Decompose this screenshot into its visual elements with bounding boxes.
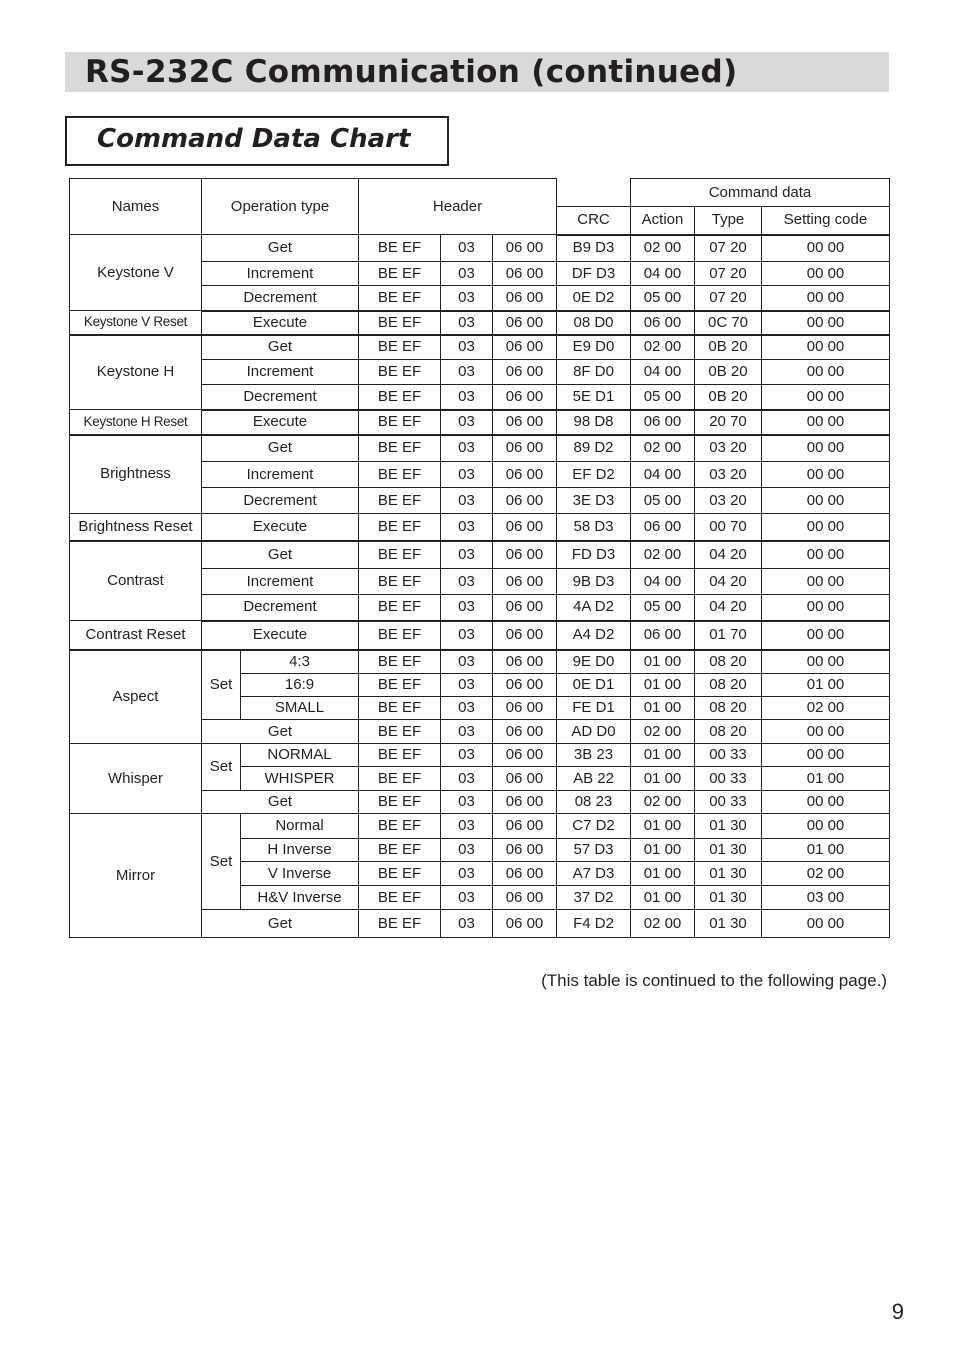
header-byte-cell: 03 (441, 744, 493, 767)
setting-code-cell: 00 00 (762, 311, 890, 335)
header-byte-cell: 03 (441, 311, 493, 335)
type-cell: 07 20 (695, 235, 762, 262)
header-byte-cell: 03 (441, 385, 493, 410)
header-byte-cell: 03 (441, 862, 493, 886)
operation-cell: Decrement (202, 595, 359, 621)
crc-cell: 5E D1 (557, 385, 631, 410)
type-cell: 03 20 (695, 462, 762, 488)
header-byte-cell: 06 00 (493, 541, 557, 569)
header-byte-cell: BE EF (359, 674, 441, 697)
setting-code-cell: 00 00 (762, 910, 890, 938)
operation-cell: Get (202, 435, 359, 462)
header-byte-cell: BE EF (359, 650, 441, 674)
header-byte-cell: 06 00 (493, 286, 557, 311)
operation-cell: NORMAL (241, 744, 359, 767)
operation-cell: Get (202, 235, 359, 262)
type-cell: 04 20 (695, 569, 762, 595)
setting-code-cell: 00 00 (762, 262, 890, 286)
action-cell: 02 00 (631, 910, 695, 938)
crc-cell: 0E D1 (557, 674, 631, 697)
crc-cell: AD D0 (557, 720, 631, 744)
header-byte-cell: 03 (441, 488, 493, 514)
setting-code-cell: 00 00 (762, 595, 890, 621)
header-byte-cell: 06 00 (493, 514, 557, 541)
header-byte-cell: BE EF (359, 235, 441, 262)
type-cell: 01 30 (695, 839, 762, 862)
header-byte-cell: 03 (441, 262, 493, 286)
header-byte-cell: 06 00 (493, 697, 557, 720)
action-cell: 02 00 (631, 335, 695, 360)
setting-code-cell: 00 00 (762, 720, 890, 744)
crc-cell: 89 D2 (557, 435, 631, 462)
crc-cell: B9 D3 (557, 235, 631, 262)
header-byte-cell: BE EF (359, 886, 441, 910)
set-label-cell: Set (202, 650, 241, 720)
type-cell: 04 20 (695, 541, 762, 569)
crc-cell: 3E D3 (557, 488, 631, 514)
page-number: 9 (891, 1299, 904, 1324)
header-crc: CRC (557, 207, 631, 235)
command-name-cell: Keystone V Reset (70, 311, 202, 335)
operation-cell: Decrement (202, 385, 359, 410)
type-cell: 07 20 (695, 286, 762, 311)
action-cell: 01 00 (631, 697, 695, 720)
crc-cell: C7 D2 (557, 814, 631, 839)
type-cell: 00 70 (695, 514, 762, 541)
header-operation-type: Operation type (202, 179, 359, 235)
header-byte-cell: 06 00 (493, 311, 557, 335)
type-cell: 08 20 (695, 697, 762, 720)
type-cell: 00 33 (695, 744, 762, 767)
header-byte-cell: 06 00 (493, 462, 557, 488)
command-data-table (69, 178, 890, 938)
operation-cell: Increment (202, 262, 359, 286)
header-byte-cell: 03 (441, 814, 493, 839)
type-cell: 01 70 (695, 621, 762, 650)
type-cell: 08 20 (695, 720, 762, 744)
header-type: Type (695, 207, 762, 235)
header-byte-cell: BE EF (359, 862, 441, 886)
header-byte-cell: 03 (441, 514, 493, 541)
header-byte-cell: BE EF (359, 839, 441, 862)
crc-cell: EF D2 (557, 462, 631, 488)
header-byte-cell: 03 (441, 886, 493, 910)
crc-cell: FE D1 (557, 697, 631, 720)
table-row (70, 621, 890, 650)
type-cell: 0B 20 (695, 335, 762, 360)
header-byte-cell: BE EF (359, 385, 441, 410)
operation-cell: Normal (241, 814, 359, 839)
setting-code-cell: 02 00 (762, 697, 890, 720)
header-byte-cell: BE EF (359, 744, 441, 767)
header-byte-cell: 06 00 (493, 814, 557, 839)
setting-code-cell: 00 00 (762, 235, 890, 262)
operation-cell: Decrement (202, 286, 359, 311)
action-cell: 05 00 (631, 286, 695, 311)
action-cell: 06 00 (631, 514, 695, 541)
action-cell: 02 00 (631, 791, 695, 814)
page-title: RS-232C Communication (continued) (85, 54, 738, 90)
command-name-cell: Keystone V (70, 235, 202, 311)
setting-code-cell: 00 00 (762, 814, 890, 839)
setting-code-cell: 00 00 (762, 435, 890, 462)
action-cell: 04 00 (631, 569, 695, 595)
header-byte-cell: BE EF (359, 814, 441, 839)
header-byte-cell: 06 00 (493, 767, 557, 791)
crc-cell: 98 D8 (557, 410, 631, 435)
operation-cell: SMALL (241, 697, 359, 720)
header-byte-cell: 06 00 (493, 262, 557, 286)
type-cell: 0B 20 (695, 385, 762, 410)
action-cell: 01 00 (631, 814, 695, 839)
header-byte-cell: 03 (441, 674, 493, 697)
action-cell: 02 00 (631, 720, 695, 744)
setting-code-cell: 00 00 (762, 360, 890, 385)
header-byte-cell: BE EF (359, 488, 441, 514)
setting-code-cell: 01 00 (762, 674, 890, 697)
action-cell: 05 00 (631, 595, 695, 621)
header-byte-cell: 06 00 (493, 839, 557, 862)
type-cell: 01 30 (695, 862, 762, 886)
type-cell: 04 20 (695, 595, 762, 621)
header-names: Names (70, 179, 202, 235)
type-cell: 01 30 (695, 886, 762, 910)
operation-cell: Execute (202, 621, 359, 650)
setting-code-cell: 00 00 (762, 335, 890, 360)
table-row (70, 311, 890, 335)
header-action: Action (631, 207, 695, 235)
operation-cell: Get (202, 720, 359, 744)
header-byte-cell: BE EF (359, 311, 441, 335)
crc-cell: 4A D2 (557, 595, 631, 621)
crc-cell: 58 D3 (557, 514, 631, 541)
header-byte-cell: BE EF (359, 569, 441, 595)
header-byte-cell: BE EF (359, 410, 441, 435)
header-byte-cell: BE EF (359, 621, 441, 650)
header-byte-cell: BE EF (359, 791, 441, 814)
header-byte-cell: 06 00 (493, 595, 557, 621)
header-byte-cell: 06 00 (493, 791, 557, 814)
action-cell: 01 00 (631, 767, 695, 791)
table-row (70, 744, 890, 767)
action-cell: 01 00 (631, 839, 695, 862)
setting-code-cell: 00 00 (762, 541, 890, 569)
header-byte-cell: BE EF (359, 360, 441, 385)
table-row (70, 650, 890, 674)
header-header: Header (359, 179, 557, 235)
header-byte-cell: BE EF (359, 541, 441, 569)
action-cell: 06 00 (631, 621, 695, 650)
header-byte-cell: 06 00 (493, 360, 557, 385)
set-label-cell: Set (202, 814, 241, 910)
header-byte-cell: 03 (441, 650, 493, 674)
action-cell: 02 00 (631, 541, 695, 569)
operation-cell: Get (202, 791, 359, 814)
operation-cell: Increment (202, 360, 359, 385)
operation-cell: Increment (202, 569, 359, 595)
header-byte-cell: BE EF (359, 595, 441, 621)
header-byte-cell: 03 (441, 910, 493, 938)
action-cell: 04 00 (631, 262, 695, 286)
table-row (70, 335, 890, 360)
crc-cell: 08 D0 (557, 311, 631, 335)
header-byte-cell: BE EF (359, 697, 441, 720)
header-byte-cell: 06 00 (493, 621, 557, 650)
crc-cell: 0E D2 (557, 286, 631, 311)
header-byte-cell: 06 00 (493, 886, 557, 910)
setting-code-cell: 00 00 (762, 744, 890, 767)
type-cell: 03 20 (695, 435, 762, 462)
table-row (70, 541, 890, 569)
header-byte-cell: 03 (441, 767, 493, 791)
action-cell: 02 00 (631, 235, 695, 262)
type-cell: 08 20 (695, 650, 762, 674)
action-cell: 04 00 (631, 462, 695, 488)
type-cell: 01 30 (695, 910, 762, 938)
header-byte-cell: 03 (441, 791, 493, 814)
action-cell: 01 00 (631, 744, 695, 767)
command-name-cell: Aspect (70, 650, 202, 744)
continued-note: (This table is continued to the following page.) (541, 971, 887, 990)
table-row (70, 814, 890, 839)
action-cell: 02 00 (631, 435, 695, 462)
header-byte-cell: 06 00 (493, 744, 557, 767)
crc-cell: 08 23 (557, 791, 631, 814)
header-byte-cell: 06 00 (493, 720, 557, 744)
crc-cell: 9E D0 (557, 650, 631, 674)
header-byte-cell: 03 (441, 435, 493, 462)
type-cell: 0B 20 (695, 360, 762, 385)
header-byte-cell: BE EF (359, 514, 441, 541)
header-byte-cell: 03 (441, 697, 493, 720)
action-cell: 05 00 (631, 385, 695, 410)
action-cell: 06 00 (631, 311, 695, 335)
crc-cell: 57 D3 (557, 839, 631, 862)
header-byte-cell: 03 (441, 235, 493, 262)
header-byte-cell: 06 00 (493, 488, 557, 514)
header-byte-cell: 03 (441, 839, 493, 862)
command-name-cell: Keystone H Reset (70, 410, 202, 435)
type-cell: 01 30 (695, 814, 762, 839)
header-byte-cell: BE EF (359, 335, 441, 360)
header-byte-cell: BE EF (359, 435, 441, 462)
operation-cell: Execute (202, 410, 359, 435)
action-cell: 01 00 (631, 886, 695, 910)
header-byte-cell: 03 (441, 462, 493, 488)
setting-code-cell: 02 00 (762, 862, 890, 886)
setting-code-cell: 00 00 (762, 462, 890, 488)
header-byte-cell: 03 (441, 621, 493, 650)
type-cell: 08 20 (695, 674, 762, 697)
header-byte-cell: BE EF (359, 286, 441, 311)
operation-cell: Execute (202, 514, 359, 541)
header-byte-cell: 03 (441, 720, 493, 744)
header-byte-cell: 03 (441, 410, 493, 435)
operation-cell: 4:3 (241, 650, 359, 674)
operation-cell: Increment (202, 462, 359, 488)
setting-code-cell: 00 00 (762, 410, 890, 435)
header-blank-cell (557, 179, 631, 207)
header-byte-cell: 03 (441, 286, 493, 311)
operation-cell: 16:9 (241, 674, 359, 697)
command-name-cell: Whisper (70, 744, 202, 814)
crc-cell: DF D3 (557, 262, 631, 286)
command-name-cell: Contrast (70, 541, 202, 621)
action-cell: 01 00 (631, 650, 695, 674)
header-byte-cell: 03 (441, 541, 493, 569)
type-cell: 07 20 (695, 262, 762, 286)
table-row (70, 235, 890, 262)
type-cell: 0C 70 (695, 311, 762, 335)
crc-cell: FD D3 (557, 541, 631, 569)
table-row (70, 514, 890, 541)
command-name-cell: Brightness Reset (70, 514, 202, 541)
header-byte-cell: BE EF (359, 720, 441, 744)
setting-code-cell: 00 00 (762, 488, 890, 514)
crc-cell: E9 D0 (557, 335, 631, 360)
header-byte-cell: 06 00 (493, 862, 557, 886)
type-cell: 00 33 (695, 767, 762, 791)
table-row (70, 435, 890, 462)
operation-cell: Get (202, 541, 359, 569)
action-cell: 06 00 (631, 410, 695, 435)
crc-cell: A4 D2 (557, 621, 631, 650)
header-byte-cell: 06 00 (493, 235, 557, 262)
crc-cell: A7 D3 (557, 862, 631, 886)
crc-cell: 8F D0 (557, 360, 631, 385)
header-byte-cell: 06 00 (493, 569, 557, 595)
header-byte-cell: 06 00 (493, 910, 557, 938)
setting-code-cell: 00 00 (762, 569, 890, 595)
operation-cell: WHISPER (241, 767, 359, 791)
type-cell: 03 20 (695, 488, 762, 514)
header-byte-cell: BE EF (359, 767, 441, 791)
header-byte-cell: BE EF (359, 262, 441, 286)
crc-cell: AB 22 (557, 767, 631, 791)
action-cell: 05 00 (631, 488, 695, 514)
setting-code-cell: 01 00 (762, 839, 890, 862)
header-byte-cell: 06 00 (493, 650, 557, 674)
type-cell: 20 70 (695, 410, 762, 435)
command-name-cell: Brightness (70, 435, 202, 514)
header-byte-cell: 06 00 (493, 410, 557, 435)
header-byte-cell: 06 00 (493, 385, 557, 410)
header-byte-cell: 03 (441, 595, 493, 621)
setting-code-cell: 00 00 (762, 650, 890, 674)
operation-cell: H&V Inverse (241, 886, 359, 910)
header-command-data: Command data (631, 179, 890, 207)
crc-cell: 37 D2 (557, 886, 631, 910)
table-body (70, 235, 890, 938)
operation-cell: Get (202, 910, 359, 938)
crc-cell: F4 D2 (557, 910, 631, 938)
table-row (70, 410, 890, 435)
setting-code-cell: 03 00 (762, 886, 890, 910)
crc-cell: 3B 23 (557, 744, 631, 767)
operation-cell: Get (202, 335, 359, 360)
header-byte-cell: BE EF (359, 462, 441, 488)
operation-cell: Execute (202, 311, 359, 335)
operation-cell: Decrement (202, 488, 359, 514)
setting-code-cell: 01 00 (762, 767, 890, 791)
action-cell: 04 00 (631, 360, 695, 385)
operation-cell: H Inverse (241, 839, 359, 862)
setting-code-cell: 00 00 (762, 385, 890, 410)
command-name-cell: Keystone H (70, 335, 202, 410)
header-byte-cell: 03 (441, 569, 493, 595)
type-cell: 00 33 (695, 791, 762, 814)
header-setting-code: Setting code (762, 207, 890, 235)
setting-code-cell: 00 00 (762, 621, 890, 650)
setting-code-cell: 00 00 (762, 791, 890, 814)
operation-cell: V Inverse (241, 862, 359, 886)
header-byte-cell: BE EF (359, 910, 441, 938)
command-name-cell: Mirror (70, 814, 202, 938)
header-byte-cell: 06 00 (493, 335, 557, 360)
setting-code-cell: 00 00 (762, 286, 890, 311)
setting-code-cell: 00 00 (762, 514, 890, 541)
header-byte-cell: 06 00 (493, 435, 557, 462)
header-byte-cell: 03 (441, 335, 493, 360)
set-label-cell: Set (202, 744, 241, 791)
crc-cell: 9B D3 (557, 569, 631, 595)
action-cell: 01 00 (631, 674, 695, 697)
section-title: Command Data Chart (97, 124, 411, 154)
header-byte-cell: 03 (441, 360, 493, 385)
action-cell: 01 00 (631, 862, 695, 886)
header-byte-cell: 06 00 (493, 674, 557, 697)
command-name-cell: Contrast Reset (70, 621, 202, 650)
